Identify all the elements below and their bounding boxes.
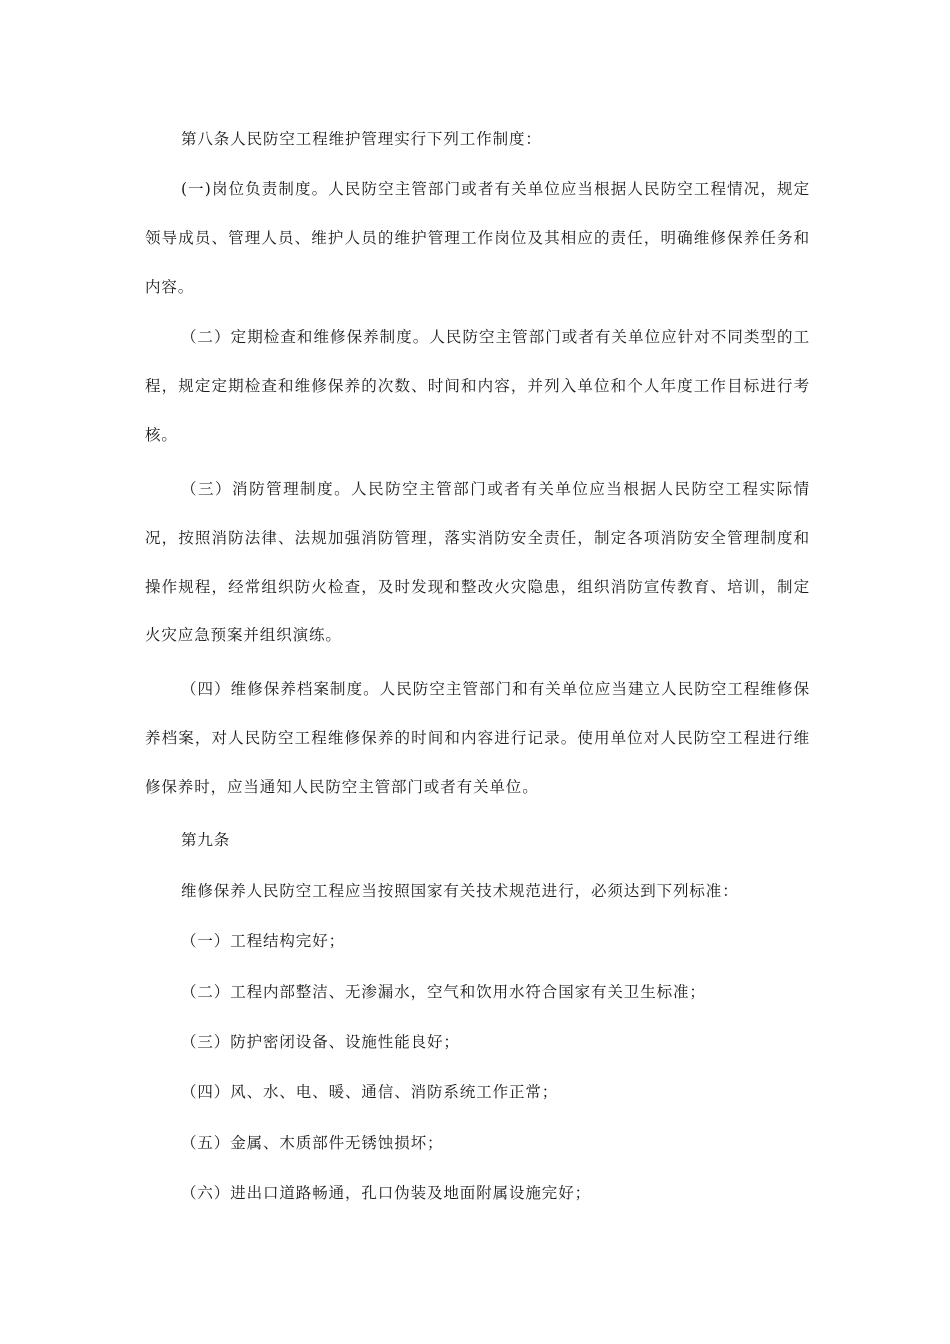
- article-8-item-1: (一)岗位负责制度。人民防空主管部门或者有关单位应当根据人民防空工程情况，规定领导成员、管理人员、维护人员的维护管理工作岗位及其相应的责任，明确维修保养任务和内容。: [145, 180, 810, 296]
- article-9-item-6: （六）进出口道路畅通，孔口伪装及地面附属设施完好；: [181, 1184, 592, 1202]
- article-8-item-2: （二）定期检查和维修保养制度。人民防空主管部门或者有关单位应针对不同类型的工程，规定定期检查和维修保养的次数、时间和内容，并列入单位和个人年度工作目标进行考核。: [145, 328, 810, 444]
- article-9-intro: 维修保养人民防空工程应当按照国家有关技术规范进行，必须达到下列标准：: [181, 882, 739, 900]
- article-9-item-5: （五）金属、木质部件无锈蚀损坏；: [181, 1134, 444, 1152]
- article-8-item-3: （三）消防管理制度。人民防空主管部门或者有关单位应当根据人民防空工程实际情况，按照消防法律、法规加强消防管理，落实消防安全责任，制定各项消防安全管理制度和操作规程，经常组织防火检查，及时发现和整改火灾隐患，组织消防宣传教育、培训，制定火灾应急预案并组织演练。: [145, 480, 810, 645]
- article-9-item-4: （四）风、水、电、暖、通信、消防系统工作正常；: [181, 1083, 559, 1101]
- article-9-item-3: （三）防护密闭设备、设施性能良好；: [181, 1033, 460, 1051]
- article-9-item-1: （一）工程结构完好；: [181, 932, 346, 950]
- article-8-item-4: （四）维修保养档案制度。人民防空主管部门和有关单位应当建立人民防空工程维修保养档案，对人民防空工程维修保养的时间和内容进行记录。使用单位对人民防空工程进行维修保养时，应当通知人民防空主管部门或者有关单位。: [145, 680, 810, 796]
- article-9-item-2: （二）工程内部整洁、无渗漏水，空气和饮用水符合国家有关卫生标准；: [181, 983, 706, 1001]
- article-9-heading: 第九条: [181, 831, 231, 849]
- article-8-heading: 第八条人民防空工程维护管理实行下列工作制度：: [181, 130, 542, 148]
